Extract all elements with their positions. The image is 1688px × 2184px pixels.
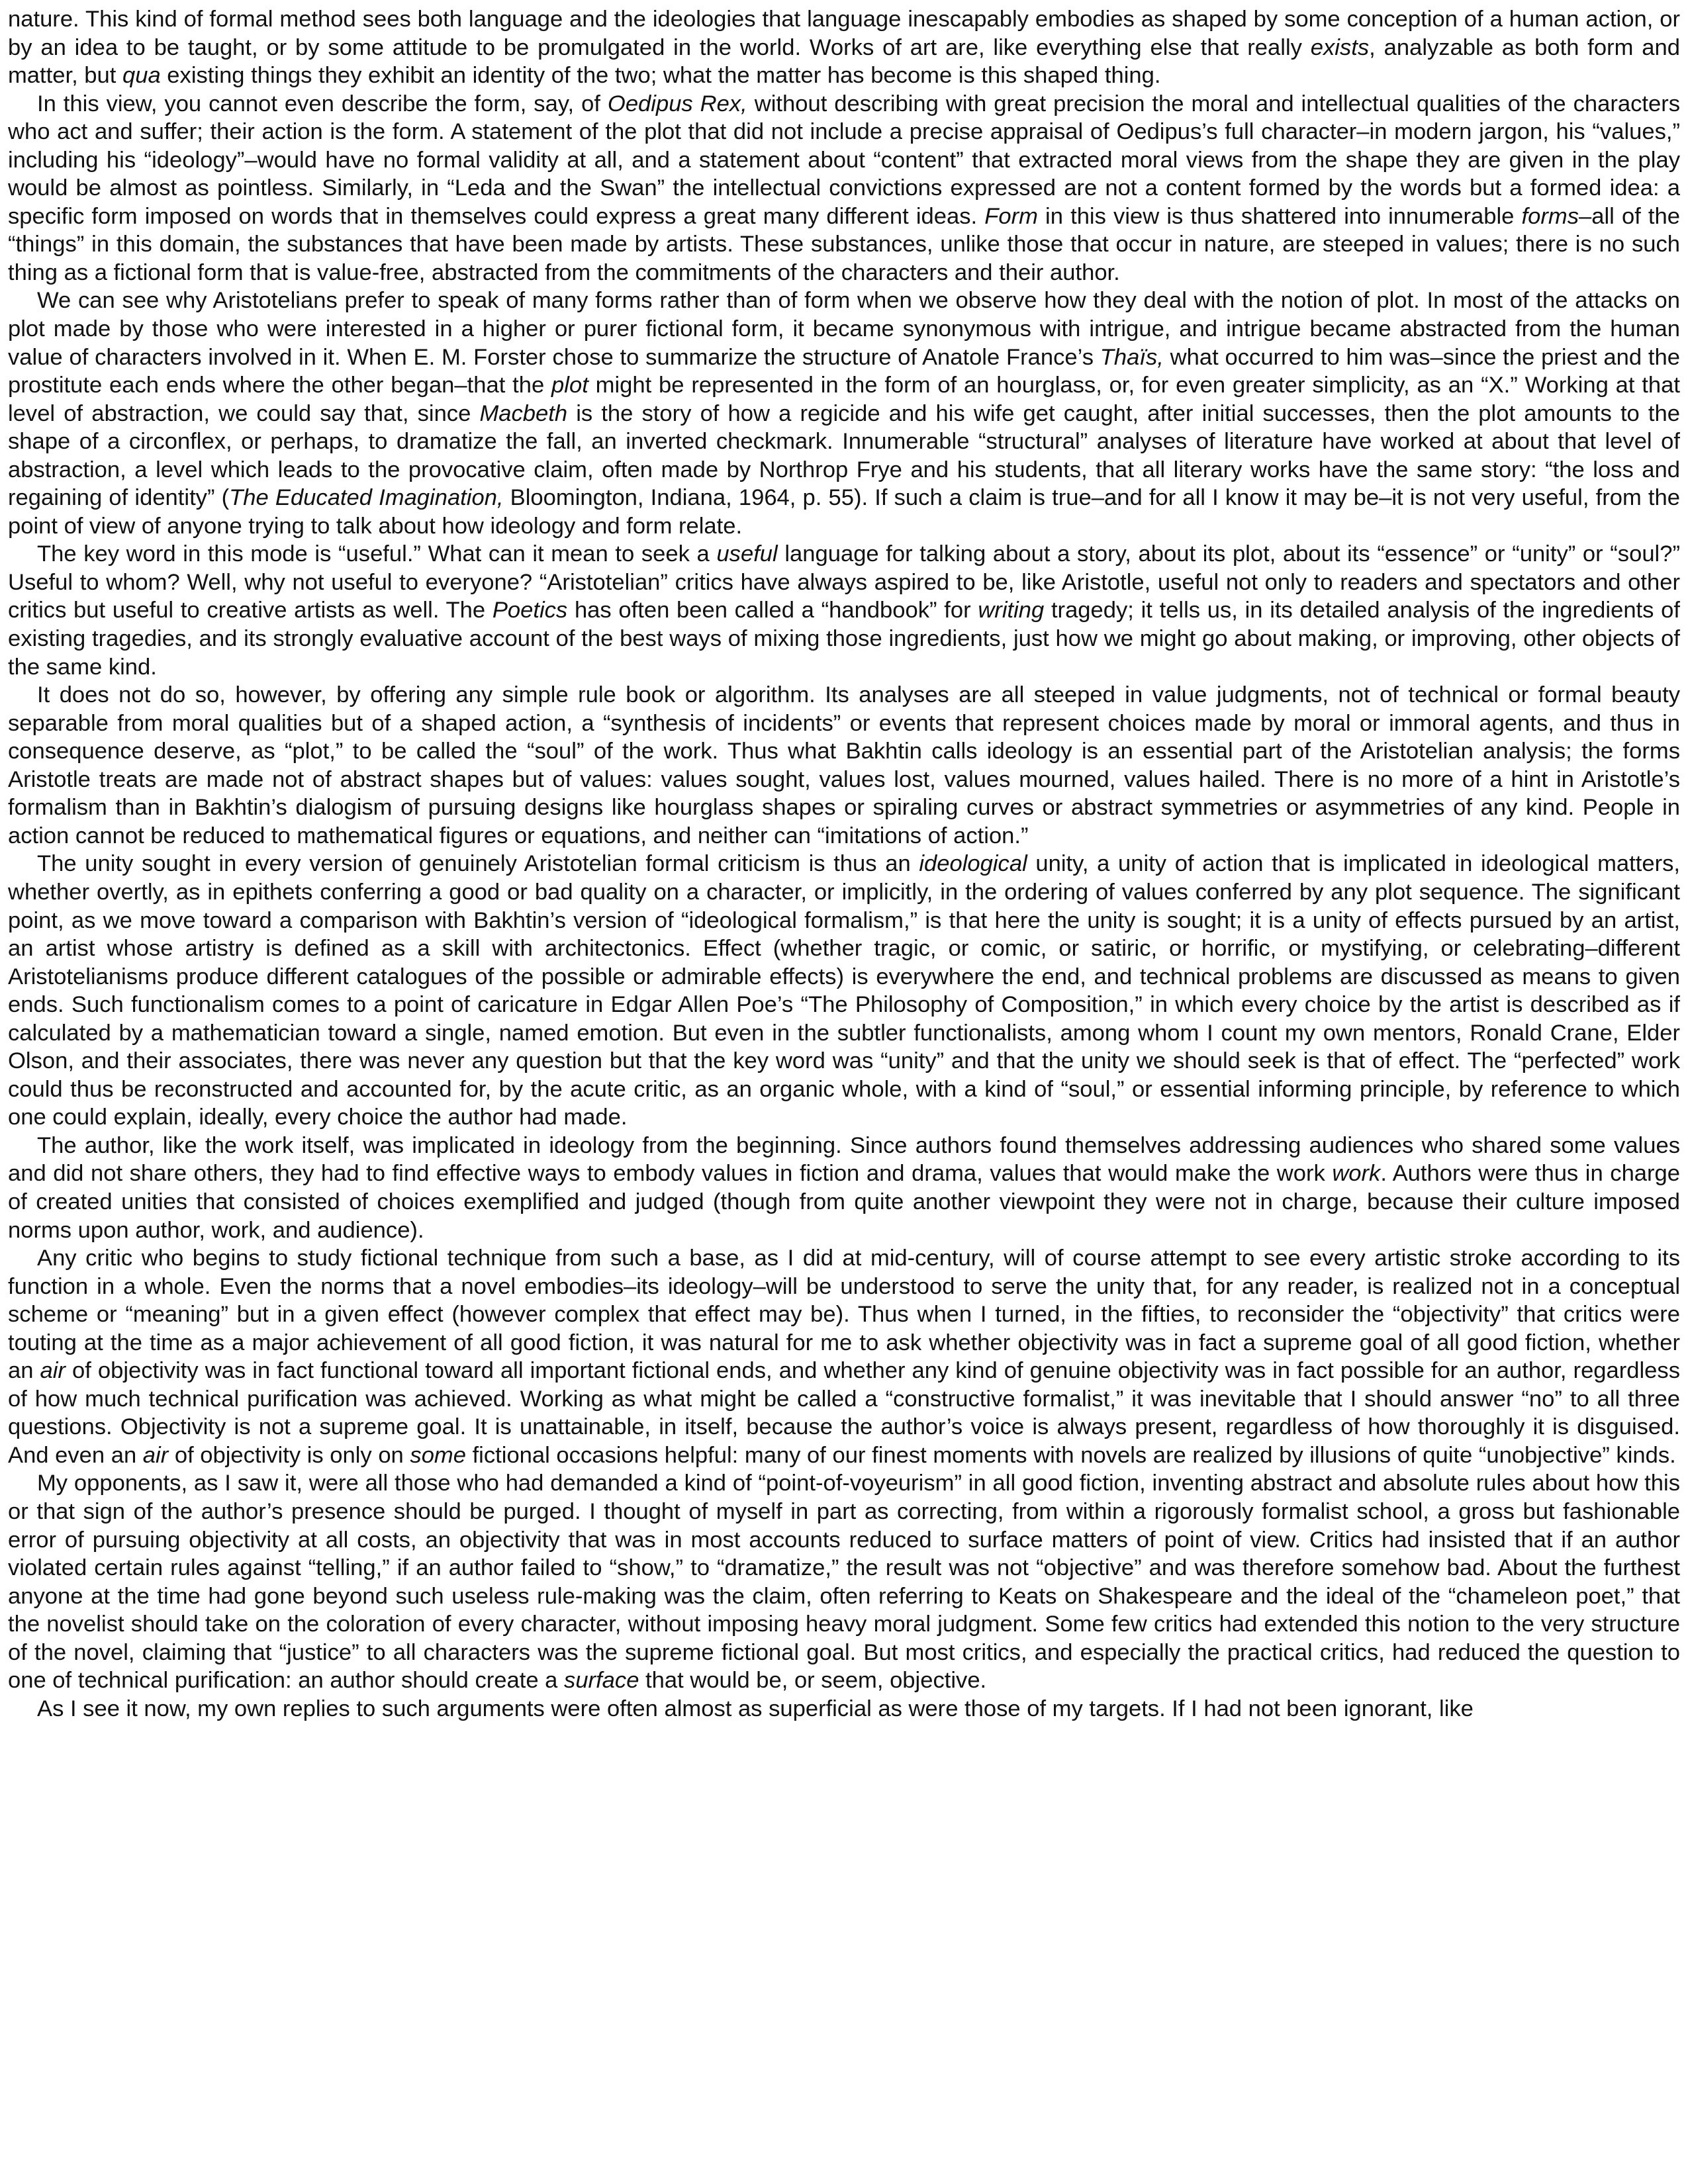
text-run: tragedy; it tells us, in its detailed analysis of the ingredients of existing tragedies, and its strongly evaluative account of the best ways of mixing those ingredients, just how we might go about making, or improving, other objects of the same kind. <box>8 598 1680 680</box>
text-run: in this view is thus shattered into innumerable <box>1037 203 1522 229</box>
text-run: language for talking about a story, about its plot, about its “essence” or “unity” or “soul?” Useful to whom? Well, why not useful to everyone? “Aristotelian” critics have always aspired to be, like Aristotle, useful not only to readers and spectators and other critics but useful to creative artists as well. The <box>8 541 1680 623</box>
italic-run: The Educated Imagination, <box>229 485 504 511</box>
text-run: The unity sought in every version of genuinely Aristotelian formal criticism is thus an <box>37 851 919 877</box>
text-run: My opponents, as I saw it, were all those who had demanded a kind of “point-of-voyeurism” in all good fiction, inventing abstract and absolute rules about how this or that sign of the author’s presence should be purged. I thought of myself in part as correcting, from within a rigorously formalist school, a gross but fashionable error of pursuing objectivity at all costs, an objectivity that was in most accounts reduced to surface matters of point of view. Critics had insisted that if an author violated certain rules against “telling,” if an author failed to “show,” to “dramatize,” the result was not “objective” and was therefore somehow bad. About the furthest anyone at the time had gone beyond such useless rule-making was the claim, often referring to Keats on Shakespeare and the ideal of the “chameleon poet,” that the novelist should take on the coloration of every character, without imposing heavy moral judgment. Some few critics had extended this notion to the very structure of the novel, claiming that “justice” to all characters was the supreme fictional goal. But most critics, and especially the practical critics, had reduced the question to one of technical purification: an author should create a <box>8 1471 1680 1694</box>
paragraph-1 <box>8 5 1680 90</box>
text-run: has often been called a “handbook” for <box>567 598 978 623</box>
italic-run: surface <box>564 1668 639 1694</box>
text-run: –all of the “things” in this domain, the substances that have been made by artists. These substances, unlike those that occur in nature, are steeped in values; there is no such thing as a fictional form that is value-free, abstracted from the commitments of the characters and their author. <box>8 203 1680 285</box>
paragraph-7 <box>8 1132 1680 1244</box>
paragraph-4 <box>8 540 1680 681</box>
text-run: nature. This kind of formal method sees both language and the ideologies that language inescapably embodies as shaped by some conception of a human action, or by an idea to be taught, or by some attitude to be promulgated in the world. Works of art are, like everything else that really <box>8 7 1680 60</box>
paragraph-9 <box>8 1469 1680 1694</box>
italic-run: ideological <box>919 851 1027 877</box>
italic-run: useful <box>716 541 778 567</box>
text-run: without describing with great precision the moral and intellectual qualities of the characters who act and suffer; their action is the form. A statement of the plot that did not include a precise appraisal of Oedipus’s full character–in modern jargon, his “values,” including his “ideology”–would have no formal validity at all, and a statement about “content” that extracted moral views from the shape they are given in the play would be almost as pointless. Similarly, in “Leda and the Swan” the intellectual convictions expressed are not a content formed by the words but a formed idea: a specific form imposed on words that in themselves could express a great many different ideas. <box>8 91 1680 229</box>
italic-run: some <box>410 1442 466 1468</box>
text-run: In this view, you cannot even describe the form, say, of <box>37 91 608 116</box>
document-page <box>8 5 1680 1723</box>
italic-run: Macbeth <box>479 400 568 426</box>
italic-run: forms <box>1521 203 1579 229</box>
italic-run: air <box>142 1442 169 1468</box>
text-run: Bloomington, Indiana, 1964, p. 55). If such a claim is true–and for all I know it may be–it is not very useful, from the point of view of anyone trying to talk about how ideology and form relate. <box>8 485 1680 539</box>
paragraph-8 <box>8 1244 1680 1469</box>
italic-run: Oedipus Rex, <box>607 91 747 116</box>
text-run: of objectivity was in fact functional toward all important fictional ends, and whether any kind of genuine objectivity was in fact possible for an author, regardless of how much technical purification was achieved. Working as what might be called a “constructive formalist,” it was inevitable that I should answer “no” to all three questions. Objectivity is not a supreme goal. It is unattainable, in itself, because the author’s voice is always present, regardless of how thoroughly it is disguised. And even an <box>8 1358 1680 1468</box>
text-run: existing things they exhibit an identity of the two; what the matter has become is this shaped thing. <box>160 63 1161 89</box>
text-run: that would be, or seem, objective. <box>639 1668 987 1694</box>
text-run: , analyzable as both form and matter, but <box>8 34 1680 89</box>
italic-run: plot <box>551 373 588 398</box>
paragraph-6 <box>8 850 1680 1131</box>
italic-run: work <box>1332 1161 1381 1187</box>
text-run: of objectivity is only on <box>168 1442 410 1468</box>
paragraph-2 <box>8 90 1680 287</box>
text-run: The author, like the work itself, was implicated in ideology from the beginning. Since authors found themselves addressing audiences who shared some values and did not share others, they had to find effective ways to embody values in fiction and drama, values that would make the work <box>8 1132 1680 1187</box>
paragraph-10 <box>8 1695 1680 1723</box>
text-run: . Authors were thus in charge of created unities that consisted of choices exemplified and judged (though from quite another viewpoint they were not in charge, because their culture imposed norms upon author, work, and audience). <box>8 1161 1681 1243</box>
italic-run: writing <box>978 598 1045 623</box>
italic-run: Thaïs, <box>1100 344 1164 370</box>
paragraph-3 <box>8 287 1680 540</box>
italic-run: Poetics <box>492 598 568 623</box>
text-run: unity, a unity of action that is implicated in ideological matters, whether overtly, as in epithets conferring a good or bad quality on a character, or implicitly, in the ordering of values conferred by any plot sequence. The significant point, as we move toward a comparison with Bakhtin’s version of “ideological formalism,” is that here the unity is sought; it is a unity of effects pursued by an artist, an artist whose artistry is defined as a skill with architectonics. Effect (whether tragic, or comic, or satiric, or horrific, or mystifying, or celebrating–different Aristotelianisms produce different catalogues of the possible or admirable effects) is everywhere the end, and technical problems are discussed as means to given ends. Such functionalism comes to a point of caricature in Edgar Allen Poe’s “The Philosophy of Composition,” in which every choice by the artist is described as if calculated by a mathematician toward a single, named emotion. But even in the subtler functionalists, among whom I count my own mentors, Ronald Crane, Elder Olson, and their associates, there was never any question but that the key word was “unity” and that the unity we should seek is that of effect. The “perfected” work could thus be reconstructed and accounted for, by the acute critic, as an organic whole, with a kind of “soul,” or essential informing principle, by reference to which one could explain, ideally, every choice the author had made. <box>8 851 1680 1130</box>
text-run: The key word in this mode is “useful.” What can it mean to seek a <box>37 541 717 567</box>
text-run: might be represented in the form of an hourglass, or, for even greater simplicity, as an “X.” Working at that level of abstraction, we could say that, since <box>8 373 1680 426</box>
text-run: It does not do so, however, by offering any simple rule book or algorithm. Its analyses are all steeped in value judgments, not of technical or formal beauty separable from moral qualities but of a shaped action, a “synthesis of incidents” or events that represent choices made by moral or immoral agents, and thus in consequence deserve, as “plot,” to be called the “soul” of the work. Thus what Bakhtin calls ideology is an essential part of the Aristotelian analysis; the forms Aristotle treats are made not of abstract shapes but of values: values sought, values lost, values mourned, values hailed. There is no more of a hint in Aristotle’s formalism than in Bakhtin’s dialogism of pursuing designs like hourglass shapes or spiraling curves or abstract symmetries or asymmetries of any kind. People in action cannot be reduced to mathematical figures or equations, and neither can “imitations of action.” <box>8 682 1680 848</box>
paragraph-5 <box>8 681 1680 850</box>
text-run: what occurred to him was–since the priest and the prostitute each ends where the other began–that the <box>8 344 1680 398</box>
text-run: is the story of how a regicide and his wife get caught, after initial successes, then the plot amounts to the shape of a circonflex, or perhaps, to dramatize the fall, an inverted checkmark. Innumerable “structural” analyses of literature have worked at about that level of abstraction, a level which leads to the provocative claim, often made by Northrop Frye and his students, that all literary works have the same story: “the loss and regaining of identity” ( <box>8 400 1680 511</box>
text-run: As I see it now, my own replies to such arguments were often almost as superficial as were those of my targets. If I had not been ignorant, like <box>37 1696 1474 1721</box>
italic-run: Form <box>984 203 1038 229</box>
text-run: Any critic who begins to study fictional technique from such a base, as I did at mid-century, will of course attempt to see every artistic stroke according to its function in a whole. Even the norms that a novel embodies–its ideology–will be understood to serve the unity that, for any reader, is realized not in a conceptual scheme or “meaning” but in a given effect (however complex that effect may be). Thus when I turned, in the fifties, to reconsider the “objectivity” that critics were touting at the time as a major achievement of all good fiction, it was natural for me to ask whether objectivity was in fact a supreme goal of all good fiction, whether an <box>8 1246 1680 1384</box>
text-run: fictional occasions helpful: many of our finest moments with novels are realized by illusions of quite “unobjective” kinds. <box>465 1442 1676 1468</box>
italic-run: air <box>40 1358 66 1384</box>
italic-run: qua <box>122 63 161 89</box>
italic-run: exists <box>1310 34 1370 60</box>
text-run: We can see why Aristotelians prefer to speak of many forms rather than of form when we observe how they deal with the notion of plot. In most of the attacks on plot made by those who were interested in a higher or purer fictional form, it became synonymous with intrigue, and intrigue became abstracted from the human value of characters involved in it. When E. M. Forster chose to summarize the structure of Anatole France’s <box>8 288 1680 370</box>
